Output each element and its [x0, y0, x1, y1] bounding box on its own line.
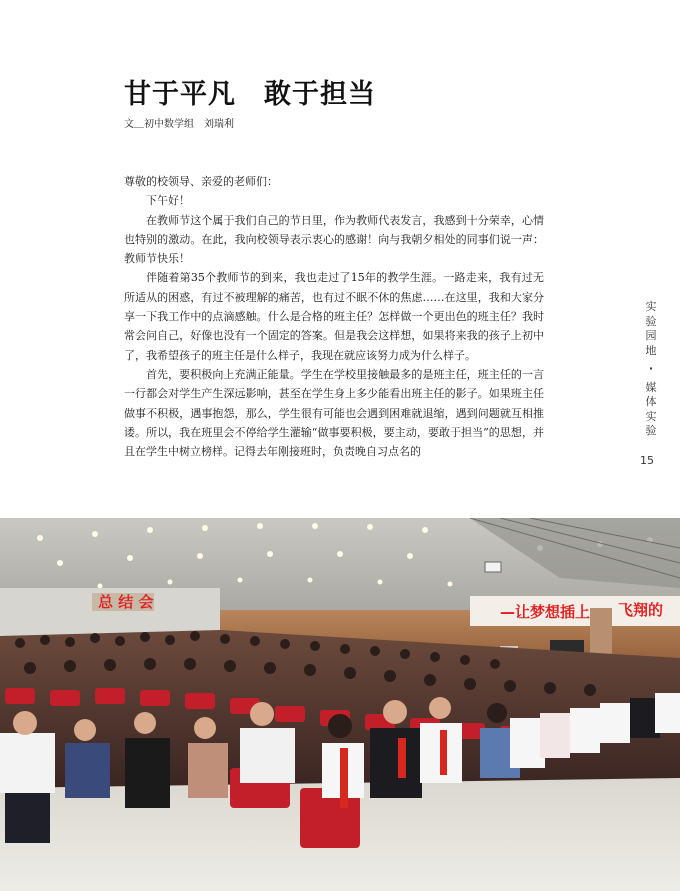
page-number: 15	[640, 454, 654, 467]
article-byline: 文＿初中数学组 刘瑞利	[124, 119, 234, 130]
paragraph-3: 首先，要积极向上充满正能量。学生在学校里接触最多的是班主任，班主任的一言一行都会对学生产生深远影响，甚至在学生身上多少能看出班主任的影子。如果班主任做事不积极，遇事抱怨，那么，学生很有可能也会遇到困难就退缩，遇到问题就互相推诿。所以，我在班里会不停给学生灌输“做事要积极，要主动，要敢于担当”的思想，并且在学生中树立榜样。记得去年刚接班时，负责晚自习点名的	[124, 367, 544, 459]
sidebar-section-a: 实验园地	[645, 300, 657, 357]
projector	[485, 562, 501, 572]
banner-right-text-2: 飞翔的	[618, 601, 664, 619]
paragraph-1: 在教师节这个属于我们自己的节日里，作为教师代表发言，我感到十分荣幸，心情也特别的激动。在此，我向校领导表示衷心的感谢！向与我朝夕相处的同事们说一声：教师节快乐！	[124, 213, 544, 266]
section-sidebar	[643, 300, 659, 439]
article-body	[124, 172, 544, 461]
banner-right-text-1: —让梦想插上	[500, 603, 591, 621]
paragraph-salutation: 尊敬的校领导、亲爱的老师们：	[124, 175, 278, 188]
sidebar-section-b: 媒体实验	[645, 380, 657, 437]
paragraph-2: 伴随着第35个教师节的到来，我也走过了15年的教学生涯。一路走来，我有过无所适从的困惑，有过不被理解的痛苦，也有过不眠不休的焦虑……在这里，我和大家分享一下我工作中的点滴感触。什么是合格的班主任？怎样做一个更出色的班主任？我时常会问自己，好像也没有一个固定的答案。但是我会这样想，如果将来我的孩子上初中了，我希望孩子的班主任是什么样子，我现在就应该努力成为什么样子。	[124, 271, 544, 362]
sidebar-separator: ·	[648, 362, 654, 375]
paragraph-greeting: 下午好！	[146, 194, 190, 208]
auditorium-photo	[0, 518, 680, 891]
banner-left-text: 总 结 会	[98, 593, 154, 611]
article-title: 甘于平凡 敢于担当	[124, 79, 376, 110]
